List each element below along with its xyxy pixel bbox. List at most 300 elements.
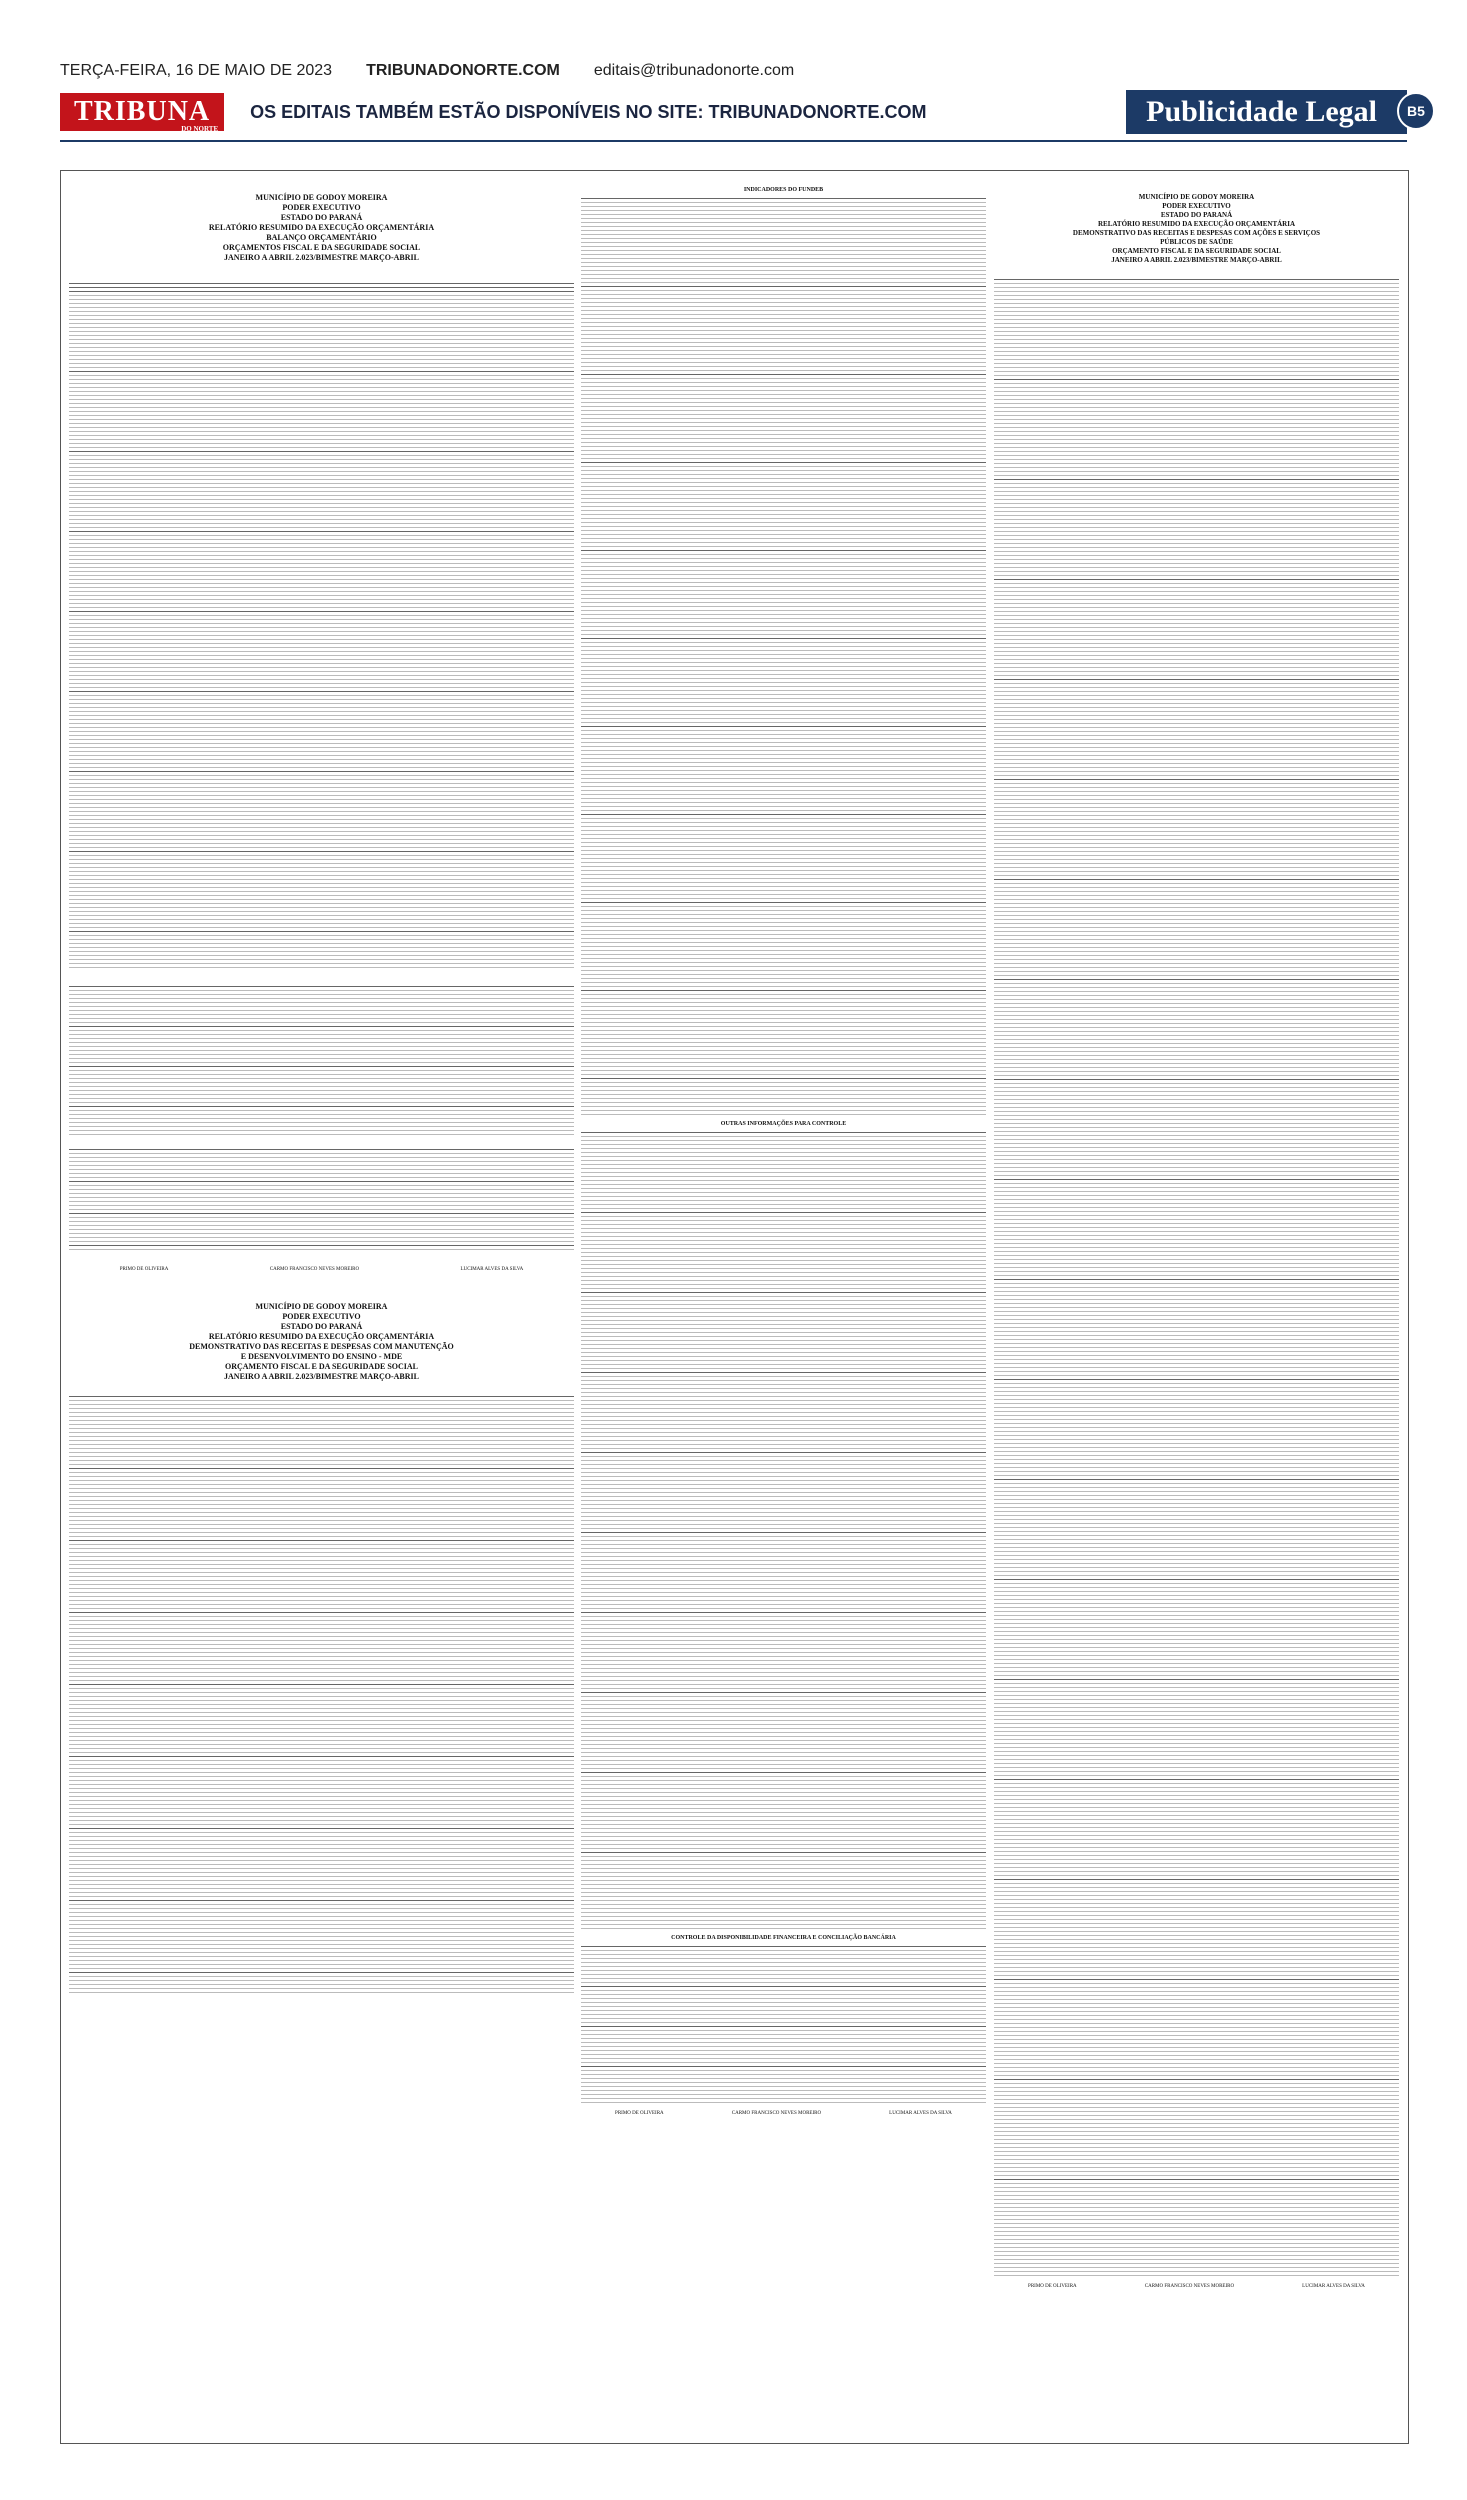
table-row-rule (994, 1167, 1399, 1168)
table-row-rule (69, 1632, 574, 1633)
table-row-rule (581, 1764, 986, 1765)
table-row-rule (581, 1864, 986, 1865)
table-row-rule (994, 411, 1399, 412)
table-row-rule (69, 583, 574, 584)
table-row-rule (994, 1783, 1399, 1784)
table-row-rule (69, 1924, 574, 1925)
table-row-rule (994, 1723, 1399, 1724)
table-row-rule (69, 1169, 574, 1170)
table-row-rule (994, 1379, 1399, 1380)
masthead (60, 92, 1425, 133)
health-tables (994, 279, 1399, 2276)
table-row-rule (581, 1644, 986, 1645)
table-row-rule (69, 990, 574, 991)
table-row-rule (69, 1213, 574, 1214)
table-row-rule (581, 730, 986, 731)
table-row-rule (581, 1324, 986, 1325)
table-row-rule (994, 1127, 1399, 1128)
table-row-rule (581, 610, 986, 611)
table-row-rule (581, 358, 986, 359)
table-row-rule (69, 1205, 574, 1206)
table-row-rule (581, 1892, 986, 1893)
table-row-rule (994, 487, 1399, 488)
table-row-rule (581, 1832, 986, 1833)
table-row-rule (581, 1652, 986, 1653)
table-row-rule (581, 914, 986, 915)
table-row-rule (994, 2099, 1399, 2100)
table-row-rule (69, 923, 574, 924)
table-row-rule (994, 1715, 1399, 1716)
table-row-rule (581, 1102, 986, 1103)
table-row-rule (581, 686, 986, 687)
table-row-rule (994, 2047, 1399, 2048)
table-row-rule (581, 1568, 986, 1569)
table-row-rule (994, 1043, 1399, 1044)
table-row-rule (69, 479, 574, 480)
table-row-rule (69, 1736, 574, 1737)
table-row-rule (994, 399, 1399, 400)
table-row-rule (581, 658, 986, 659)
table-row-rule (581, 1172, 986, 1173)
table-row-rule (994, 1395, 1399, 1396)
table-row-rule (581, 1692, 986, 1693)
table-row-rule (69, 1644, 574, 1645)
table-row-rule (69, 1724, 574, 1725)
table-row-rule (581, 2018, 986, 2019)
table-row-rule (994, 355, 1399, 356)
table-row-rule (994, 523, 1399, 524)
table-row-rule (581, 1340, 986, 1341)
table-row-rule (994, 2207, 1399, 2208)
table-row-rule (581, 1560, 986, 1561)
table-row-rule (69, 599, 574, 600)
table-row-rule (994, 447, 1399, 448)
table-row-rule (994, 767, 1399, 768)
table-row-rule (581, 1872, 986, 1873)
table-row-rule (581, 1212, 986, 1213)
table-row-rule (581, 906, 986, 907)
table-row-rule (69, 727, 574, 728)
table-row-rule (581, 1264, 986, 1265)
table-row-rule (69, 403, 574, 404)
bank-reconciliation-table (581, 1946, 986, 2103)
table-row-rule (994, 1443, 1399, 1444)
table-row-rule (994, 591, 1399, 592)
table-row-rule (581, 890, 986, 891)
table-row-rule (581, 678, 986, 679)
table-row-rule (994, 959, 1399, 960)
balance-table (69, 283, 574, 983)
table-row-rule (994, 2259, 1399, 2260)
table-row-rule (994, 1675, 1399, 1676)
table-row-rule (581, 722, 986, 723)
table-row-rule (581, 342, 986, 343)
table-row-rule (69, 1098, 574, 1099)
table-row-rule (69, 1656, 574, 1657)
table-row-rule (994, 1287, 1399, 1288)
table-row-rule (994, 731, 1399, 732)
table-row-rule (69, 691, 574, 692)
table-row-rule (69, 1808, 574, 1809)
table-row-rule (581, 414, 986, 415)
table-row-rule (69, 575, 574, 576)
table-row-rule (994, 1487, 1399, 1488)
table-row-rule (69, 1984, 574, 1985)
table-row-rule (994, 1355, 1399, 1356)
table-row-rule (994, 1151, 1399, 1152)
table-row-rule (581, 898, 986, 899)
table-row-rule (581, 1780, 986, 1781)
table-row-rule (994, 783, 1399, 784)
table-row-rule (581, 602, 986, 603)
table-row-rule (69, 1448, 574, 1449)
table-row-rule (581, 950, 986, 951)
table-row-rule (581, 1520, 986, 1521)
table-row-rule (581, 934, 986, 935)
table-row-rule (994, 815, 1399, 816)
table-row-rule (994, 511, 1399, 512)
table-row-rule (69, 1948, 574, 1949)
email-link[interactable]: editais@tribunadonorte.com (593, 62, 795, 79)
table-row-rule (994, 1643, 1399, 1644)
table-row-rule (994, 607, 1399, 608)
table-row-rule (994, 1843, 1399, 1844)
table-row-rule (581, 994, 986, 995)
table-row-rule (581, 434, 986, 435)
table-row-rule (994, 2115, 1399, 2116)
table-row-rule (994, 555, 1399, 556)
table-row-rule (581, 2082, 986, 2083)
table-row-rule (69, 851, 574, 852)
table-row-rule (581, 1436, 986, 1437)
table-row-rule (69, 1161, 574, 1162)
table-row-rule (994, 2179, 1399, 2180)
table-row-rule (994, 1007, 1399, 1008)
table-row-rule (994, 1727, 1399, 1728)
table-row-rule (581, 1344, 986, 1345)
table-row-rule (994, 1315, 1399, 1316)
table-row-rule (69, 1516, 574, 1517)
table-row-rule (994, 891, 1399, 892)
table-row-rule (581, 690, 986, 691)
table-row-rule (581, 1840, 986, 1841)
table-row-rule (581, 770, 986, 771)
table-row-rule (581, 514, 986, 515)
table-row-rule (69, 323, 574, 324)
table-row-rule (581, 558, 986, 559)
table-row-rule (994, 2231, 1399, 2232)
table-row-rule (994, 1451, 1399, 1452)
table-row-rule (69, 639, 574, 640)
table-row-rule (581, 1974, 986, 1975)
table-row-rule (69, 475, 574, 476)
table-row-rule (581, 538, 986, 539)
table-row-rule (581, 1540, 986, 1541)
table-row-rule (581, 1022, 986, 1023)
table-row-rule (994, 1647, 1399, 1648)
table-row-rule (69, 363, 574, 364)
table-row-rule (69, 679, 574, 680)
table-row-rule (581, 1098, 986, 1099)
table-row-rule (69, 867, 574, 868)
table-row-rule (581, 774, 986, 775)
table-row-rule (581, 1732, 986, 1733)
table-row-rule (69, 511, 574, 512)
table-row-rule (994, 2263, 1399, 2264)
table-row-rule (994, 923, 1399, 924)
table-row-rule (994, 955, 1399, 956)
table-row-rule (994, 2227, 1399, 2228)
right-column (994, 179, 1399, 2435)
table-row-rule (69, 1173, 574, 1174)
table-row-rule (69, 1700, 574, 1701)
table-row-rule (69, 827, 574, 828)
table-row-rule (581, 1916, 986, 1917)
table-row-rule (994, 1755, 1399, 1756)
table-row-rule (69, 986, 574, 987)
table-row-rule (994, 1855, 1399, 1856)
table-row-rule (581, 938, 986, 939)
table-row-rule (994, 1383, 1399, 1384)
table-row-rule (994, 407, 1399, 408)
table-row-rule (581, 874, 986, 875)
table-row-rule (69, 303, 574, 304)
table-row-rule (994, 2219, 1399, 2220)
table-row-rule (581, 1368, 986, 1369)
table-row-rule (69, 343, 574, 344)
table-row-rule (994, 367, 1399, 368)
table-row-rule (581, 1954, 986, 1955)
table-row-rule (581, 242, 986, 243)
table-row-rule (994, 623, 1399, 624)
table-row-rule (994, 799, 1399, 800)
table-row-rule (581, 1564, 986, 1565)
table-row-rule (994, 563, 1399, 564)
table-row-rule (994, 1507, 1399, 1508)
table-row-rule (581, 798, 986, 799)
table-row-rule (994, 2143, 1399, 2144)
table-row-rule (994, 1239, 1399, 1240)
table-row-rule (69, 803, 574, 804)
table-row-rule (581, 1536, 986, 1537)
table-row-rule (69, 1074, 574, 1075)
table-row-rule (69, 1680, 574, 1681)
table-row-rule (581, 1648, 986, 1649)
table-row-rule (581, 962, 986, 963)
table-row-rule (581, 366, 986, 367)
table-row-rule (994, 1923, 1399, 1924)
table-row-rule (69, 1221, 574, 1222)
table-row-rule (994, 1339, 1399, 1340)
table-row-rule (994, 1683, 1399, 1684)
table-row-rule (994, 1187, 1399, 1188)
control-tables (581, 1132, 986, 1929)
table-row-rule (69, 1050, 574, 1051)
table-row-rule (69, 407, 574, 408)
table-row-rule (69, 1464, 574, 1465)
table-row-rule (69, 1588, 574, 1589)
table-row-rule (994, 439, 1399, 440)
table-row-rule (994, 559, 1399, 560)
table-row-rule (69, 631, 574, 632)
table-row-rule (581, 2066, 986, 2067)
table-row-rule (994, 787, 1399, 788)
table-row-rule (69, 1920, 574, 1921)
signature-block-1: PRIMO DE OLIVEIRA CARMO FRANCISCO NEVES MOREIRO LUCIMAR ALVES DA SILVA (119, 1267, 524, 1272)
table-row-rule (581, 438, 986, 439)
table-row-rule (69, 331, 574, 332)
table-row-rule (69, 579, 574, 580)
table-row-rule (581, 1236, 986, 1237)
fundeb-tables (581, 198, 986, 1115)
table-row-rule (994, 1311, 1399, 1312)
table-row-rule (581, 2010, 986, 2011)
table-row-rule (581, 1800, 986, 1801)
table-row-rule (581, 2050, 986, 2051)
table-row-rule (994, 1211, 1399, 1212)
table-row-rule (994, 2091, 1399, 2092)
table-row-rule (581, 1994, 986, 1995)
table-row-rule (581, 1876, 986, 1877)
table-row-rule (581, 554, 986, 555)
table-row-rule (581, 1848, 986, 1849)
table-row-rule (69, 1420, 574, 1421)
table-row-rule (994, 1107, 1399, 1108)
table-row-rule (581, 1086, 986, 1087)
table-row-rule (581, 1428, 986, 1429)
table-row-rule (994, 667, 1399, 668)
middle-column (581, 179, 986, 2435)
table-row-rule (581, 470, 986, 471)
table-row-rule (581, 786, 986, 787)
table-row-rule (994, 1867, 1399, 1868)
table-row-rule (69, 671, 574, 672)
table-row-rule (69, 1604, 574, 1605)
table-row-rule (69, 1792, 574, 1793)
table-row-rule (994, 2171, 1399, 2172)
table-row-rule (69, 875, 574, 876)
table-row-rule (69, 667, 574, 668)
table-row-rule (69, 1720, 574, 1721)
table-row-rule (581, 2094, 986, 2095)
table-row-rule (994, 459, 1399, 460)
table-row-rule (581, 1688, 986, 1689)
table-row-rule (994, 1331, 1399, 1332)
table-row-rule (994, 1695, 1399, 1696)
table-row-rule (994, 431, 1399, 432)
table-row-rule (581, 1432, 986, 1433)
table-row-rule (69, 887, 574, 888)
table-row-rule (994, 1947, 1399, 1948)
table-row-rule (69, 1153, 574, 1154)
table-row-rule (581, 1856, 986, 1857)
table-row-rule (994, 651, 1399, 652)
table-row-rule (581, 534, 986, 535)
table-row-rule (69, 843, 574, 844)
table-row-rule (994, 843, 1399, 844)
table-row-rule (994, 1207, 1399, 1208)
table-row-rule (69, 695, 574, 696)
table-row-rule (994, 995, 1399, 996)
control-heading: OUTRAS INFORMAÇÕES PARA CONTROLE (720, 1121, 847, 1127)
table-row-rule (69, 1544, 574, 1545)
table-row-rule (994, 1579, 1399, 1580)
table-row-rule (581, 1082, 986, 1083)
table-row-rule (994, 1135, 1399, 1136)
table-row-rule (581, 1970, 986, 1971)
table-row-rule (69, 1612, 574, 1613)
table-row-rule (994, 1091, 1399, 1092)
table-row-rule (581, 418, 986, 419)
table-row-rule (581, 902, 986, 903)
intra-expense-table (69, 1149, 574, 1259)
table-row-rule (69, 739, 574, 740)
table-row-rule (994, 2039, 1399, 2040)
table-row-rule (581, 746, 986, 747)
table-row-rule (994, 1407, 1399, 1408)
site-link[interactable]: TRIBUNADONORTE.COM (366, 62, 560, 79)
table-row-rule (581, 1002, 986, 1003)
table-row-rule (69, 935, 574, 936)
table-row-rule (994, 479, 1399, 480)
table-row-rule (994, 1015, 1399, 1016)
table-row-rule (581, 650, 986, 651)
table-row-rule (69, 1880, 574, 1881)
table-row-rule (994, 1495, 1399, 1496)
table-row-rule (994, 435, 1399, 436)
table-row-rule (581, 966, 986, 967)
table-row-rule (994, 419, 1399, 420)
table-row-rule (581, 1836, 986, 1837)
table-row-rule (994, 1763, 1399, 1764)
table-row-rule (581, 666, 986, 667)
table-row-rule (581, 1704, 986, 1705)
table-row-rule (581, 1256, 986, 1257)
table-row-rule (994, 1975, 1399, 1976)
table-row-rule (69, 1980, 574, 1981)
table-row-rule (994, 1327, 1399, 1328)
newspaper-logo: TRIBUNA DO NORTE (60, 93, 224, 131)
table-row-rule (994, 331, 1399, 332)
table-row-rule (994, 1491, 1399, 1492)
table-row-rule (581, 1320, 986, 1321)
table-row-rule (69, 1864, 574, 1865)
table-row-rule (581, 490, 986, 491)
table-row-rule (994, 1243, 1399, 1244)
table-row-rule (581, 778, 986, 779)
table-row-rule (69, 1832, 574, 1833)
table-row-rule (581, 1946, 986, 1947)
table-row-rule (994, 1131, 1399, 1132)
table-row-rule (581, 506, 986, 507)
table-row-rule (994, 1835, 1399, 1836)
table-row-rule (69, 811, 574, 812)
table-row-rule (581, 1760, 986, 1761)
table-row-rule (994, 2107, 1399, 2108)
table-row-rule (581, 1248, 986, 1249)
table-row-rule (994, 1739, 1399, 1740)
table-row-rule (69, 1444, 574, 1445)
table-row-rule (69, 503, 574, 504)
table-row-rule (994, 1551, 1399, 1552)
table-row-rule (69, 1668, 574, 1669)
table-row-rule (581, 1284, 986, 1285)
table-row-rule (69, 1062, 574, 1063)
table-row-rule (581, 878, 986, 879)
table-row-rule (994, 427, 1399, 428)
table-row-rule (581, 734, 986, 735)
table-row-rule (994, 1807, 1399, 1808)
